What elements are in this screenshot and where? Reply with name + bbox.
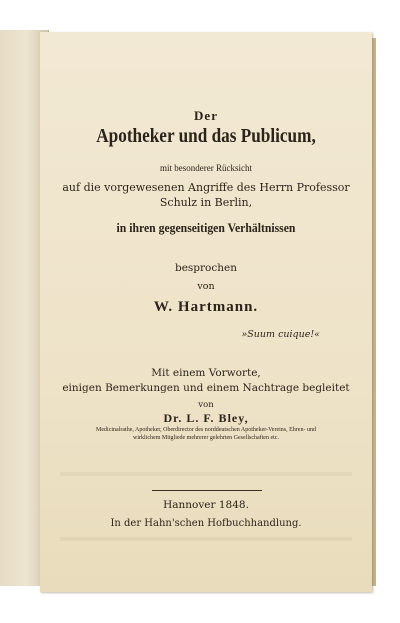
show-through	[60, 537, 352, 541]
title-page	[40, 32, 372, 592]
editor-titles: Medicinalrathe, Apotheker, Oberdirector des norddeutschen Apotheker-Vereins, Ehren- und	[96, 427, 316, 433]
title-article: Der	[194, 108, 218, 123]
subtitle-line: auf die vorgewesenen Angriffe des Herrn Professor	[62, 181, 350, 194]
subtitle-line: Schulz in Berlin,	[159, 196, 253, 209]
main-title: Apotheker und das Publicum,	[96, 125, 316, 147]
besprochen-text: besprochen	[174, 262, 237, 274]
imprint-publisher: In der Hahn'schen Hofbuchhandlung.	[110, 518, 302, 529]
imprint-place-year: Hannover 1848.	[163, 499, 249, 511]
von-text: von	[198, 400, 214, 410]
editor-titles: wirklichem Mitgliede mehrerer gelehrten Gesellschaften etc.	[133, 435, 279, 441]
subtitle-heading: in ihren gegenseitigen Verhältnissen	[116, 220, 296, 235]
divider-rule	[152, 490, 262, 491]
editor-name: Dr. L. F. Bley,	[163, 411, 249, 425]
author-name: W. Hartmann.	[153, 299, 259, 315]
von-text: von	[197, 281, 215, 292]
foreword-line: einigen Bemerkungen und einem Nachtrage begleitet	[62, 382, 350, 394]
motto: »Suum cuique!«	[241, 329, 320, 340]
show-through	[60, 472, 352, 476]
subtitle-line: mit besonderer Rücksicht	[160, 163, 252, 173]
foreword-line: Mit einem Vorworte,	[151, 367, 261, 379]
